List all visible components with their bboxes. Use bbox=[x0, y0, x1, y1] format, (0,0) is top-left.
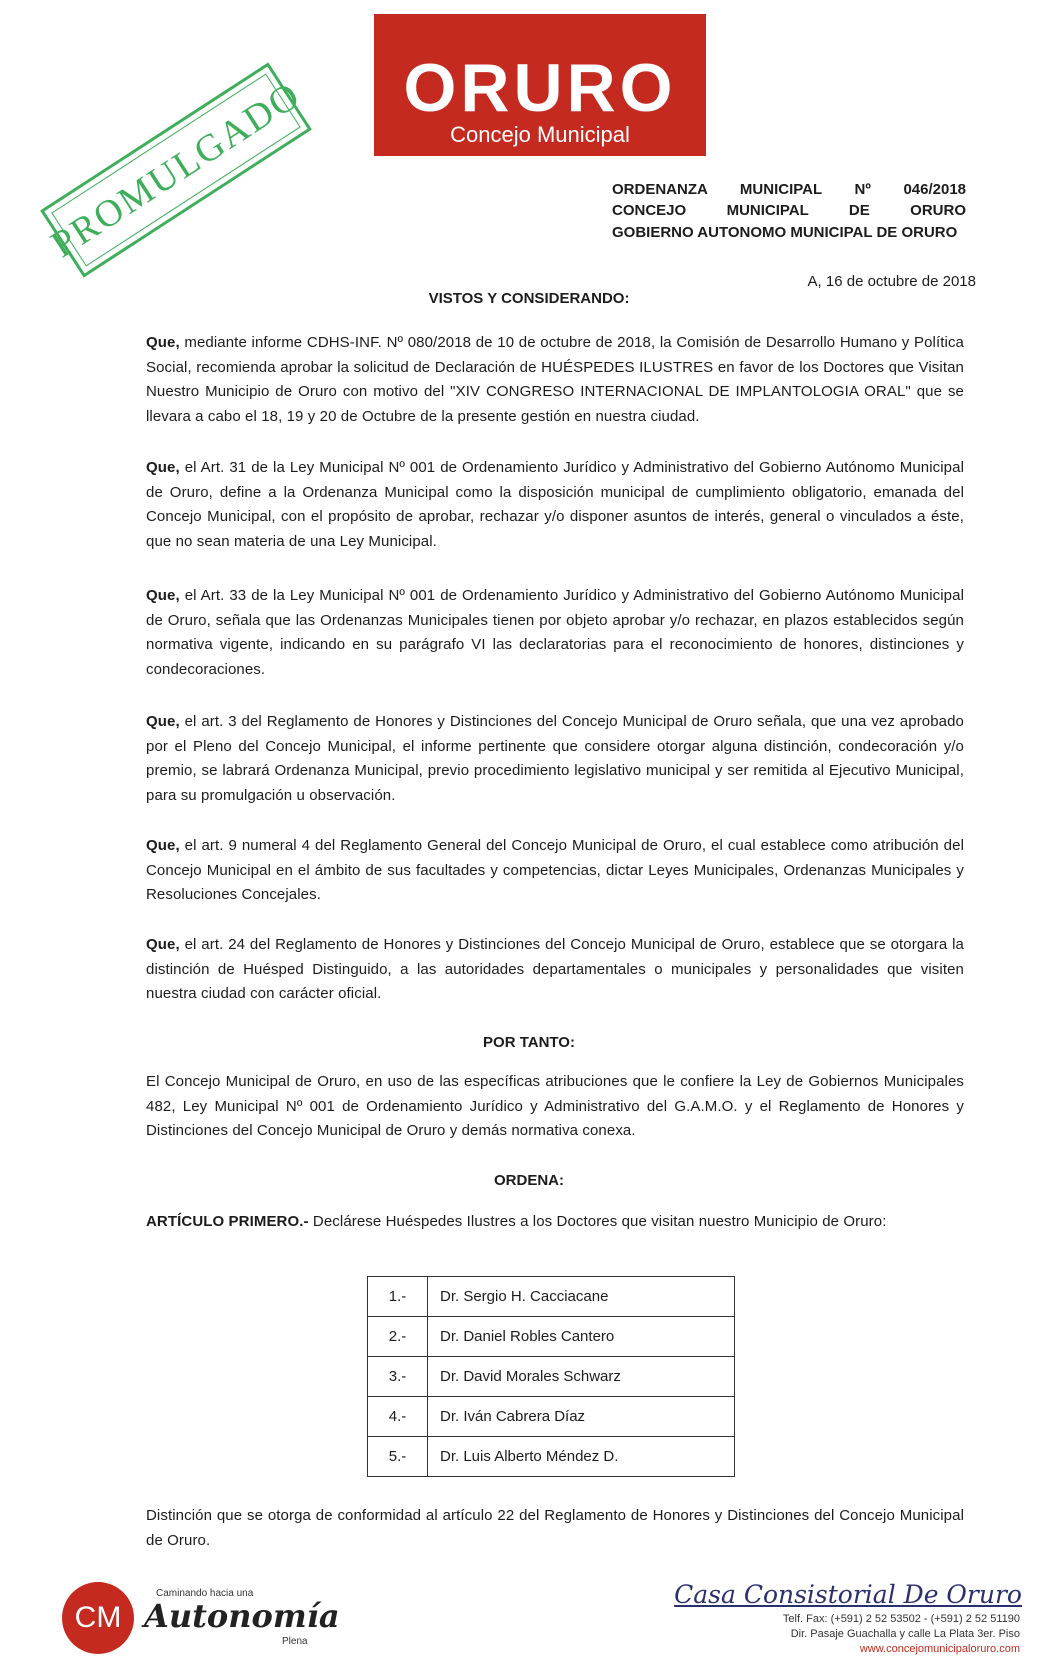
logo-wordmark: ORURO bbox=[403, 50, 677, 126]
para-lead: Que, bbox=[146, 936, 180, 953]
para-text: el art. 24 del Reglamento de Honores y Distinciones del Concejo Municipal de Oruro, establece que se otorgara la distinción de Huésped Distinguido, a las autoridades departamentales o municipales y personalidades que visiten nuestra ciudad con carácter oficial. bbox=[146, 936, 964, 1002]
table-row bbox=[368, 1397, 735, 1437]
heading-word: Nº 046/2018 bbox=[854, 181, 967, 198]
table-row bbox=[368, 1277, 735, 1317]
heading-word: DE bbox=[848, 202, 870, 219]
heading-word: ORDENANZA bbox=[612, 181, 708, 198]
council-logo bbox=[374, 14, 706, 156]
section-vistos: VISTOS Y CONSIDERANDO: bbox=[428, 290, 630, 307]
considerando-4 bbox=[146, 710, 964, 808]
para-text: el art. 9 numeral 4 del Reglamento General del Concejo Municipal de Oruro, el cual establece como atribución del Concejo Municipal en el ámbito de sus facultades y competencias, dictar Leyes Municipales, Ordenanzas Municipales y Resoluciones Concejales. bbox=[146, 837, 964, 903]
considerando-2 bbox=[146, 456, 964, 554]
para-text: el Art. 31 de la Ley Municipal Nº 001 de Ordenamiento Jurídico y Administrativo del Gobierno Autónomo Municipal de Oruro, define a la Ordenanza Municipal como la disposición municipal de cumplimiento obligatorio, emanada del Concejo Municipal, con el propósito de aprobar, rechazar y/o disponer asuntos de interés, general o vinculados a éste, que no sean materia de una Ley Municipal. bbox=[146, 459, 964, 550]
heading-line-2 bbox=[612, 203, 966, 219]
doctor-name: Dr. Daniel Robles Cantero bbox=[428, 1317, 735, 1357]
heading-line-1 bbox=[612, 182, 966, 198]
heading-word: MUNICIPAL bbox=[739, 181, 822, 198]
heading-word: ORURO bbox=[910, 202, 966, 219]
closing-paragraph: Distinción que se otorga de conformidad al artículo 22 del Reglamento de Honores y Distinciones del Concejo Municipal de Oruro. bbox=[146, 1507, 964, 1549]
promulgado-stamp: PROMULGADO bbox=[40, 62, 312, 277]
doctor-name: Dr. Iván Cabrera Díaz bbox=[428, 1397, 735, 1437]
table-row bbox=[368, 1317, 735, 1357]
para-lead: Que, bbox=[146, 334, 180, 351]
doctor-name: Dr. Sergio H. Cacciacane bbox=[428, 1277, 735, 1317]
para-lead: Que, bbox=[146, 713, 180, 730]
section-ordena: ORDENA: bbox=[494, 1172, 564, 1189]
articulo-primero bbox=[146, 1210, 964, 1235]
considerando-3 bbox=[146, 584, 964, 682]
heading-word: MUNICIPAL bbox=[726, 202, 809, 219]
doctors-table bbox=[367, 1276, 735, 1477]
para-text: el art. 3 del Reglamento de Honores y Distinciones del Concejo Municipal de Oruro señala, que una vez aprobado por el Pleno del Concejo Municipal, el informe pertinente que considere otorgar alguna distinción, condecoración y/o premio, se labrará Ordenanza Municipal, previo procedimiento legislativo municipal y ser remitida al Ejecutivo Municipal, para su promulgación u observación. bbox=[146, 713, 964, 804]
contact-phone: Telf. Fax: (+591) 2 52 53502 - (+591) 2 52 51190 bbox=[782, 1613, 1020, 1625]
row-number: 3.- bbox=[368, 1357, 428, 1397]
considerando-5 bbox=[146, 834, 964, 908]
para-lead: Que, bbox=[146, 837, 180, 854]
portanto-paragraph: El Concejo Municipal de Oruro, en uso de las específicas atribuciones que le confiere la Ley de Gobiernos Municipales 482, Ley Municipal Nº 001 de Ordenamiento Jurídico y Administrativo del G.A.M.O. y el Reglamento de Honores y Distinciones del Concejo Municipal de Oruro y demás normativa conexa. bbox=[146, 1073, 964, 1139]
row-number: 2.- bbox=[368, 1317, 428, 1357]
cm-logo: CM bbox=[62, 1582, 134, 1654]
contact-address: Dir. Pasaje Guachalla y calle La Plata 3er. Piso bbox=[790, 1628, 1020, 1640]
article-lead: ARTÍCULO PRIMERO.- bbox=[146, 1213, 309, 1230]
table-row bbox=[368, 1357, 735, 1397]
considerando-1 bbox=[146, 331, 964, 429]
para-lead: Que, bbox=[146, 459, 180, 476]
casa-consistorial: Casa Consistorial De Oruro bbox=[674, 1580, 1022, 1609]
doctor-name: Dr. David Morales Schwarz bbox=[428, 1357, 735, 1397]
slogan-plena: Plena bbox=[282, 1636, 308, 1647]
table-row bbox=[368, 1437, 735, 1477]
article-text: Declárese Huéspedes Ilustres a los Doctores que visitan nuestro Municipio de Oruro: bbox=[308, 1213, 887, 1230]
doctor-name: Dr. Luis Alberto Méndez D. bbox=[428, 1437, 735, 1477]
para-lead: Que, bbox=[146, 587, 180, 604]
section-portanto: POR TANTO: bbox=[483, 1034, 575, 1051]
row-number: 1.- bbox=[368, 1277, 428, 1317]
slogan-autonomia: Autonomía bbox=[144, 1597, 340, 1635]
para-text: mediante informe CDHS-INF. Nº 080/2018 de 10 de octubre de 2018, la Comisión de Desarrollo Humano y Política Social, recomienda aprobar la solicitud de Declaración de HUÉSPEDES ILUSTRES en favor de los Doctores que Visitan Nuestro Municipio de Oruro con motivo del "XIV CONGRESO INTERNACIONAL DE IMPLANTOLOGIA ORAL" que se llevara a cabo el 18, 19 y 20 de Octubre de la presente gestión en nuestra ciudad. bbox=[146, 334, 964, 425]
heading-word: CONCEJO bbox=[612, 202, 687, 219]
considerando-6 bbox=[146, 933, 964, 1007]
logo-subtitle: Concejo Municipal bbox=[450, 122, 630, 147]
heading-line-3: GOBIERNO AUTONOMO MUNICIPAL DE ORURO bbox=[612, 224, 958, 241]
para-text: el Art. 33 de la Ley Municipal Nº 001 de Ordenamiento Jurídico y Administrativo del Gobierno Autónomo Municipal de Oruro, señala que las Ordenanzas Municipales tienen por objeto aprobar y/o rechazar, en plazos establecidos según normativa vigente, indicando en su parágrafo VI las declaratorias para el reconocimiento de honores, distinciones y condecoraciones. bbox=[146, 587, 964, 678]
slogan-top: Caminando hacia una bbox=[156, 1588, 254, 1599]
row-number: 4.- bbox=[368, 1397, 428, 1437]
row-number: 5.- bbox=[368, 1437, 428, 1477]
document-date: A, 16 de octubre de 2018 bbox=[807, 273, 976, 290]
website-link[interactable]: www.concejomunicipaloruro.com bbox=[859, 1643, 1020, 1655]
